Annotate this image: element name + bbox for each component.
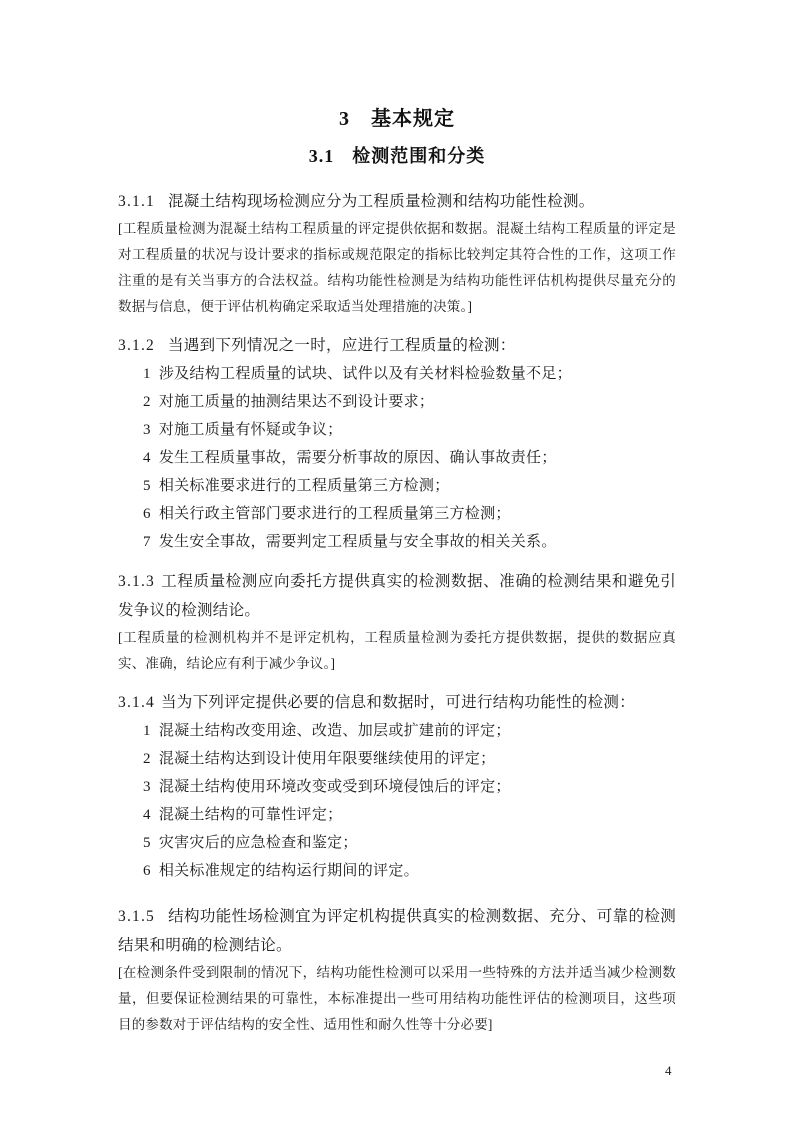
item-text: 混凝土结构改变用途、改造、加层或扩建前的评定；	[158, 723, 511, 739]
list-item	[118, 745, 676, 773]
item-number: 2	[143, 394, 151, 410]
clause-text: 工程质量检测应向委托方提供真实的检测数据、准确的检测结果和避免引发争议的检测结论。	[118, 573, 676, 619]
clause-paragraph	[118, 331, 676, 360]
item-number: 4	[143, 450, 151, 466]
page-number: 4	[665, 1063, 672, 1078]
clause-paragraph	[118, 688, 676, 717]
item-number: 7	[143, 534, 151, 550]
list-item	[118, 829, 676, 857]
item-text: 灾害灾后的应急检查和鉴定；	[158, 835, 358, 851]
list-item	[118, 444, 676, 472]
clause-paragraph	[118, 902, 676, 960]
item-text: 相关行政主管部门要求进行的工程质量第三方检测；	[158, 506, 511, 522]
item-number: 1	[143, 366, 151, 382]
item-text: 发生工程质量事故，需要分析事故的原因、确认事故责任；	[158, 450, 557, 466]
item-number: 2	[143, 751, 151, 767]
item-text: 对施工质量有怀疑或争议；	[158, 422, 343, 438]
item-text: 发生安全事故，需要判定工程质量与安全事故的相关关系。	[158, 534, 557, 550]
clause-text: 当遇到下列情况之一时，应进行工程质量的检测：	[168, 337, 516, 354]
item-text: 涉及结构工程质量的试块、试件以及有关材料检验数量不足；	[158, 366, 572, 382]
clause-note: [工程质量的检测机构并不是评定机构，工程质量检测为委托方提供数据，提供的数据应真实、准确，结论应有利于减少争议。]	[118, 630, 676, 671]
item-text: 混凝土结构的可靠性评定；	[158, 807, 343, 823]
list-item	[118, 857, 676, 885]
spacer	[118, 677, 676, 688]
clause-paragraph	[118, 187, 676, 216]
item-number: 6	[143, 506, 151, 522]
clause-number: 3.1.3	[118, 573, 155, 590]
item-text: 对施工质量的抽测结果达不到设计要求；	[158, 394, 435, 410]
clause-item-list	[118, 360, 676, 556]
list-item	[118, 773, 676, 801]
chapter-heading	[118, 0, 676, 134]
chapter-title: 基本规定	[371, 108, 455, 130]
list-item	[118, 360, 676, 388]
clause-text: 当为下列评定提供必要的信息和数据时，可进行结构功能性的检测：	[161, 694, 636, 711]
item-text: 相关标准要求进行的工程质量第三方检测；	[158, 478, 450, 494]
clause-number: 3.1.5	[118, 908, 155, 925]
clause-text: 混凝土结构现场检测应分为工程质量检测和结构功能性检测。	[168, 193, 595, 210]
spacer	[118, 170, 676, 187]
clause-number: 3.1.1	[118, 193, 155, 210]
clause-number: 3.1.2	[118, 337, 155, 354]
item-number: 6	[143, 863, 151, 879]
list-item	[118, 528, 676, 556]
list-item	[118, 801, 676, 829]
clause-note: [在检测条件受到限制的情况下，结构功能性检测可以采用一些特殊的方法并适当减少检测数量，但要保证检测结果的可靠性，本标准提出一些可用结构功能性评估的检测项目，这些项目的参数对于评估结构的安全性、适用性和耐久性等十分必要]	[118, 965, 676, 1032]
item-number: 5	[143, 478, 151, 494]
list-item	[118, 500, 676, 528]
clause-paragraph	[118, 567, 676, 625]
item-text: 混凝土结构使用环境改变或受到环境侵蚀后的评定；	[158, 779, 511, 795]
item-text: 混凝土结构达到设计使用年限要继续使用的评定；	[158, 751, 496, 767]
page-content	[118, 0, 676, 1038]
item-number: 4	[143, 807, 151, 823]
section-title: 检测范围和分类	[352, 146, 486, 166]
clause-item-list	[118, 717, 676, 885]
item-number: 5	[143, 835, 151, 851]
item-number: 1	[143, 723, 151, 739]
clause-text: 结构功能性场检测宜为评定机构提供真实的检测数据、充分、可靠的检测结果和明确的检测结论。	[118, 908, 676, 954]
chapter-number: 3	[339, 108, 349, 130]
section-heading	[118, 134, 676, 170]
section-number: 3.1	[308, 146, 335, 166]
item-number: 3	[143, 779, 151, 795]
spacer	[118, 885, 676, 902]
list-item	[118, 388, 676, 416]
item-text: 相关标准规定的结构运行期间的评定。	[158, 863, 419, 879]
spacer	[118, 320, 676, 331]
list-item	[118, 472, 676, 500]
clause-number: 3.1.4	[118, 694, 155, 711]
item-number: 3	[143, 422, 151, 438]
spacer	[118, 556, 676, 567]
list-item	[118, 416, 676, 444]
clause-note: [工程质量检测为混凝土结构工程质量的评定提供依据和数据。混凝土结构工程质量的评定是对工程质量的状况与设计要求的指标或规范限定的指标比较判定其符合性的工作，这项工作注重的是有关当事方的合法权益。结构功能性检测是为结构功能性评估机构提供尽量充分的数据与信息，便于评估机构确定采取适当处理措施的决策。]	[118, 221, 676, 314]
list-item	[118, 717, 676, 745]
